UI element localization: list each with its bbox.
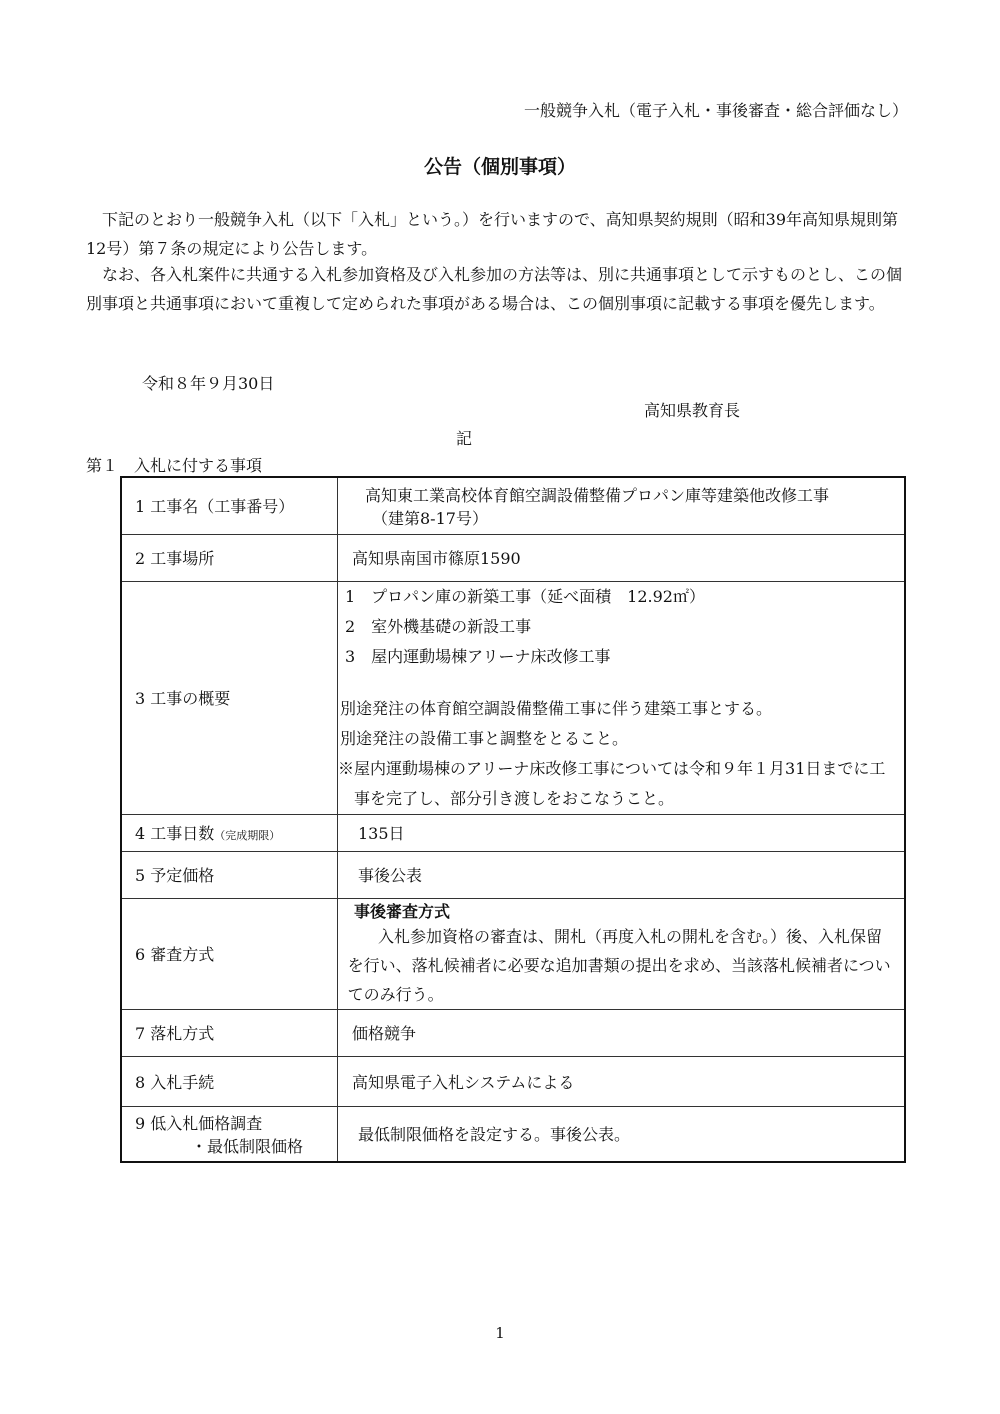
- page-title: 公告（個別事項）: [423, 156, 576, 178]
- row-value: [338, 477, 906, 534]
- overview-item: 3 屋内運動場棟アリーナ床改修工事: [345, 646, 611, 666]
- table-row: [121, 1106, 905, 1162]
- document-type-label: 一般競争入札（電子入札・事後審査・総合評価なし）: [523, 101, 908, 120]
- row-label: 2 工事場所: [121, 534, 338, 581]
- row-label-line: 9 低入札価格調査: [135, 1113, 263, 1133]
- table-row: [121, 1009, 905, 1056]
- bid-items-table: [120, 476, 906, 1163]
- intro-paragraph-2: なお、各入札案件に共通する入札参加資格及び入札参加の方法等は、別に共通事項として示すものとし、この個別事項と共通事項において重複して定められた事項がある場合は、この個別事項に記載する事項を優先します。: [86, 265, 903, 313]
- section-title: 第１ 入札に付する事項: [86, 456, 263, 475]
- review-method-heading: 事後審査方式: [354, 901, 451, 921]
- row-value: [338, 581, 906, 814]
- row-value: 高知県電子入札システムによる: [338, 1056, 906, 1106]
- intro-paragraph-1: 下記のとおり一般競争入札（以下「入札」という。）を行いますので、高知県契約規則（昭和39年高知県規則第12号）第７条の規定により公告します。: [86, 210, 899, 258]
- row-value: 135日: [338, 814, 906, 851]
- overview-note: 別途発注の体育館空調設備整備工事に伴う建築工事とする。: [340, 698, 773, 718]
- issuer: 高知県教育長: [644, 401, 741, 420]
- table-row: [121, 898, 905, 1009]
- overview-note: ※屋内運動場棟のアリーナ床改修工事については令和９年１月31日までに工事を完了し、部分引き渡しをおこなうこと。: [338, 758, 886, 808]
- project-name: 高知東工業高校体育館空調設備整備プロパン庫等建築他改修工事: [365, 485, 830, 505]
- row-label: 1 工事名（工事番号）: [121, 477, 338, 534]
- row-label-line: ・最低制限価格: [191, 1136, 304, 1156]
- row-value: [338, 898, 906, 1009]
- row-label: 6 審査方式: [121, 898, 338, 1009]
- row-label-main: 4 工事日数: [135, 824, 215, 843]
- row-value: 高知県南国市篠原1590: [338, 534, 906, 581]
- overview-item: 2 室外機基礎の新設工事: [345, 616, 532, 636]
- table-row: [121, 814, 905, 851]
- row-label-sub: （完成期限）: [214, 829, 281, 842]
- overview-note: 別途発注の設備工事と調整をとること。: [340, 728, 629, 748]
- table-row: [121, 477, 905, 534]
- table-row: [121, 534, 905, 581]
- table-row: [121, 1056, 905, 1106]
- row-label: 7 落札方式: [121, 1009, 338, 1056]
- ki-marker: 記: [456, 429, 473, 448]
- row-label: [121, 814, 338, 851]
- table-row: [121, 581, 905, 814]
- announcement-date: 令和８年９月30日: [142, 374, 275, 393]
- row-label: [121, 1106, 338, 1162]
- review-method-body: 入札参加資格の審査は、開札（再度入札の開札を含む。）後、入札保留を行い、落札候補者に必要な追加書類の提出を求め、当該落札候補者についてのみ行う。: [347, 926, 891, 1004]
- row-label: 5 予定価格: [121, 851, 338, 898]
- row-label: 8 入札手続: [121, 1056, 338, 1106]
- row-value: 事後公表: [338, 851, 906, 898]
- table-row: [121, 851, 905, 898]
- row-value: 最低制限価格を設定する。事後公表。: [338, 1106, 906, 1162]
- row-value: 価格競争: [338, 1009, 906, 1056]
- project-number: （建第8-17号）: [372, 508, 488, 528]
- row-label: 3 工事の概要: [121, 581, 338, 814]
- overview-item: 1 プロパン庫の新築工事（延べ面積 12.92㎡）: [345, 586, 705, 606]
- page-number: 1: [495, 1324, 505, 1342]
